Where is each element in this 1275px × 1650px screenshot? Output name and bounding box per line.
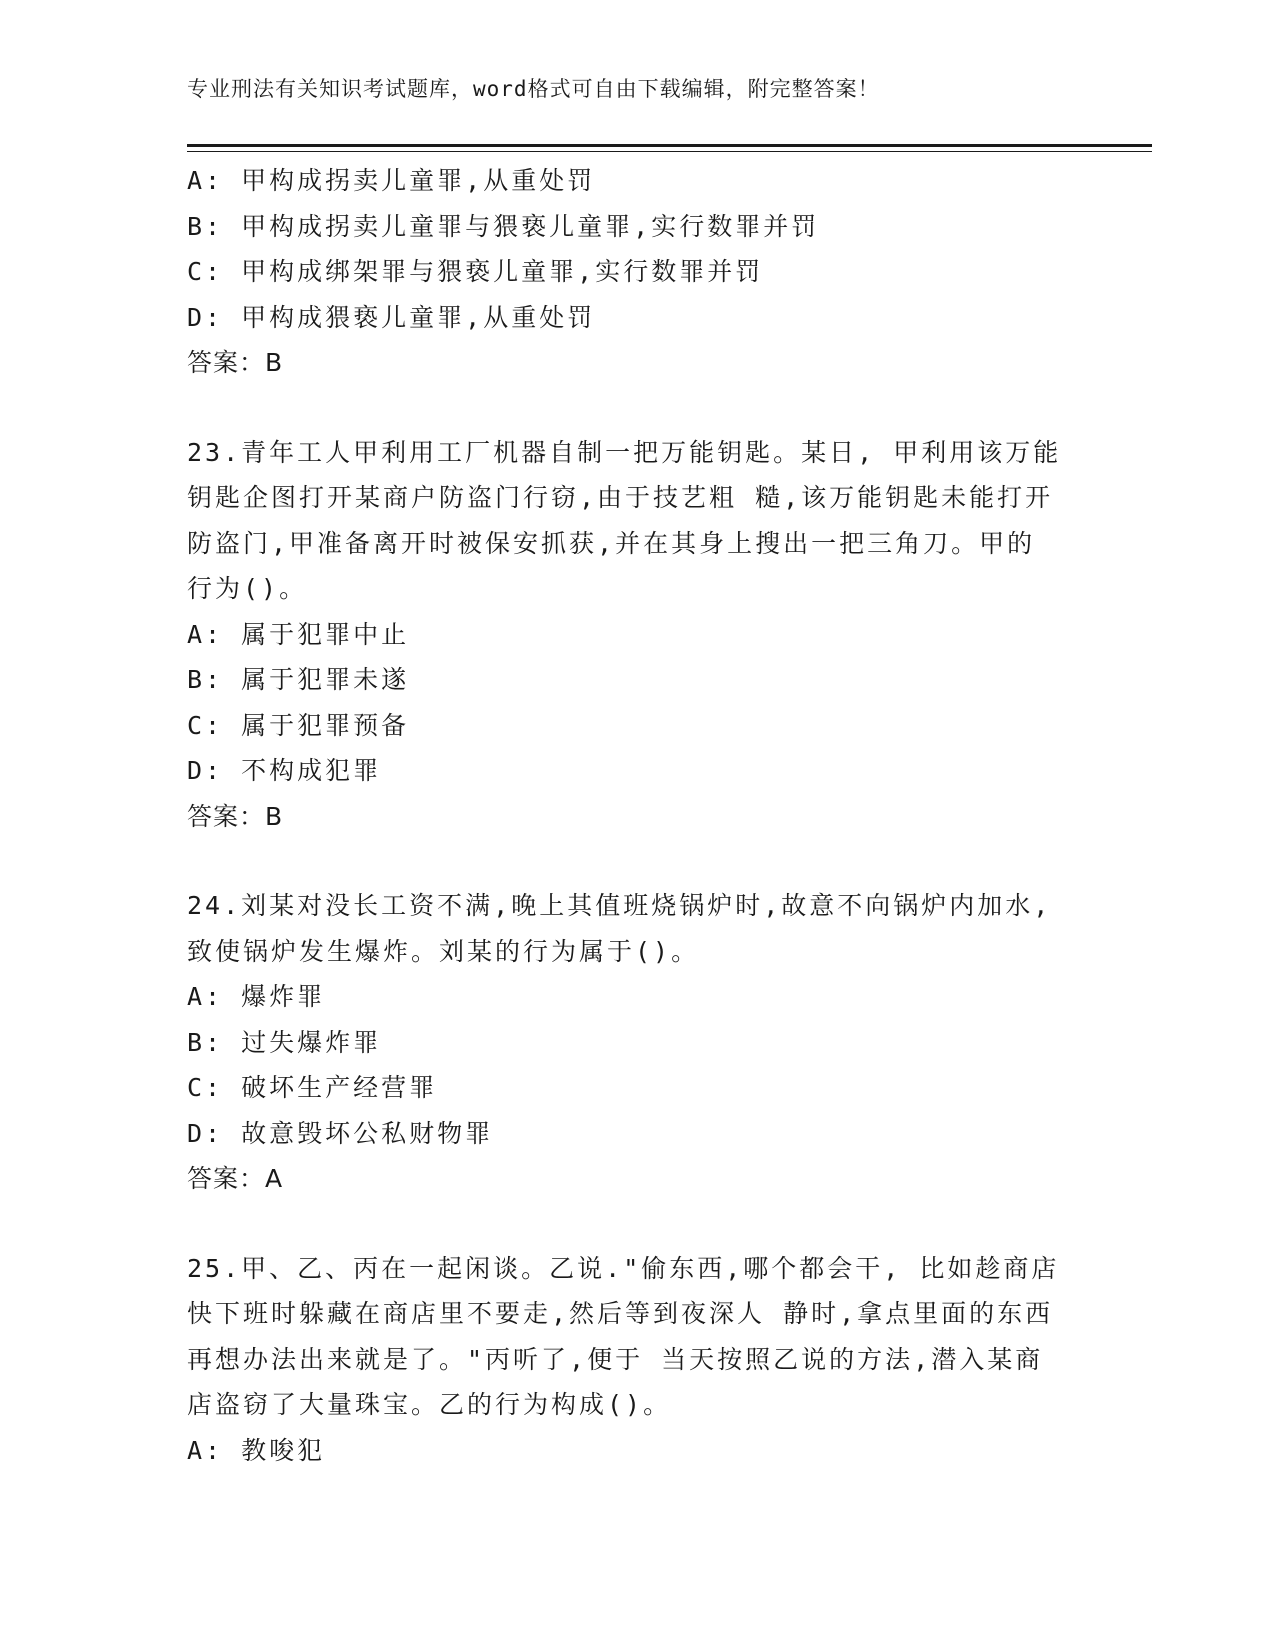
option-d: D: 甲构成猥亵儿童罪,从重处罚 (187, 302, 596, 332)
option-d: D: 不构成犯罪 (187, 756, 382, 785)
option-a: A: 甲构成拐卖儿童罪,从重处罚 (187, 166, 596, 195)
question-block-22 (187, 158, 1087, 386)
question-text-line: 快下班时躲藏在商店里不要走,然后等到夜深人 静时,拿点里面的东西 (187, 1299, 1054, 1328)
question-text-line: 行为()。 (187, 574, 308, 603)
question-text-line: 致使锅炉发生爆炸。刘某的行为属于()。 (187, 936, 700, 966)
spacer (187, 839, 1087, 883)
option-a: A: 教唆犯 (187, 1435, 326, 1465)
answer-line: 答案：B (187, 348, 284, 377)
option-d: D: 故意毁坏公私财物罪 (187, 1118, 494, 1148)
spacer (187, 386, 1087, 430)
answer-line: 答案：B (187, 801, 284, 831)
option-a: A: 属于犯罪中止 (187, 619, 410, 649)
question-text-line: 店盗窃了大量珠宝。乙的行为构成()。 (187, 1390, 672, 1419)
question-text-line: 25.甲、乙、丙在一起闲谈。乙说."偷东西,哪个都会干, 比如趁商店 (187, 1253, 1060, 1283)
question-text-line: 防盗门,甲准备离开时被保安抓获,并在其身上搜出一把三角刀。甲的 (187, 528, 1036, 558)
option-b: B: 过失爆炸罪 (187, 1027, 382, 1057)
option-b: B: 属于犯罪未遂 (187, 665, 410, 694)
question-text-line: 23.青年工人甲利用工厂机器自制一把万能钥匙。某日, 甲利用该万能 (187, 437, 1062, 467)
question-text-line: 再想办法出来就是了。"丙听了,便于 当天按照乙说的方法,潜入某商 (187, 1344, 1044, 1374)
answer-line: 答案：A (187, 1164, 284, 1193)
option-c: C: 属于犯罪预备 (187, 710, 410, 740)
question-block-24 (187, 883, 1087, 1202)
header-divider-thick (187, 144, 1152, 147)
page-header: 专业刑法有关知识考试题库，word格式可自由下载编辑，附完整答案！ (187, 77, 880, 101)
question-block-25 (187, 1246, 1087, 1474)
question-block-23 (187, 430, 1087, 840)
option-a: A: 爆炸罪 (187, 982, 326, 1011)
question-text-line: 24.刘某对没长工资不满,晚上其值班烧锅炉时,故意不向锅炉内加水, (187, 891, 1052, 920)
question-text-line: 钥匙企图打开某商户防盗门行窃,由于技艺粗 糙,该万能钥匙未能打开 (187, 483, 1054, 512)
question-list (187, 158, 1087, 1473)
option-c: C: 破坏生产经营罪 (187, 1073, 438, 1102)
option-c: C: 甲构成绑架罪与猥亵儿童罪,实行数罪并罚 (187, 257, 764, 286)
header-divider-thin (187, 151, 1152, 152)
spacer (187, 1202, 1087, 1246)
option-b: B: 甲构成拐卖儿童罪与猥亵儿童罪,实行数罪并罚 (187, 211, 820, 241)
